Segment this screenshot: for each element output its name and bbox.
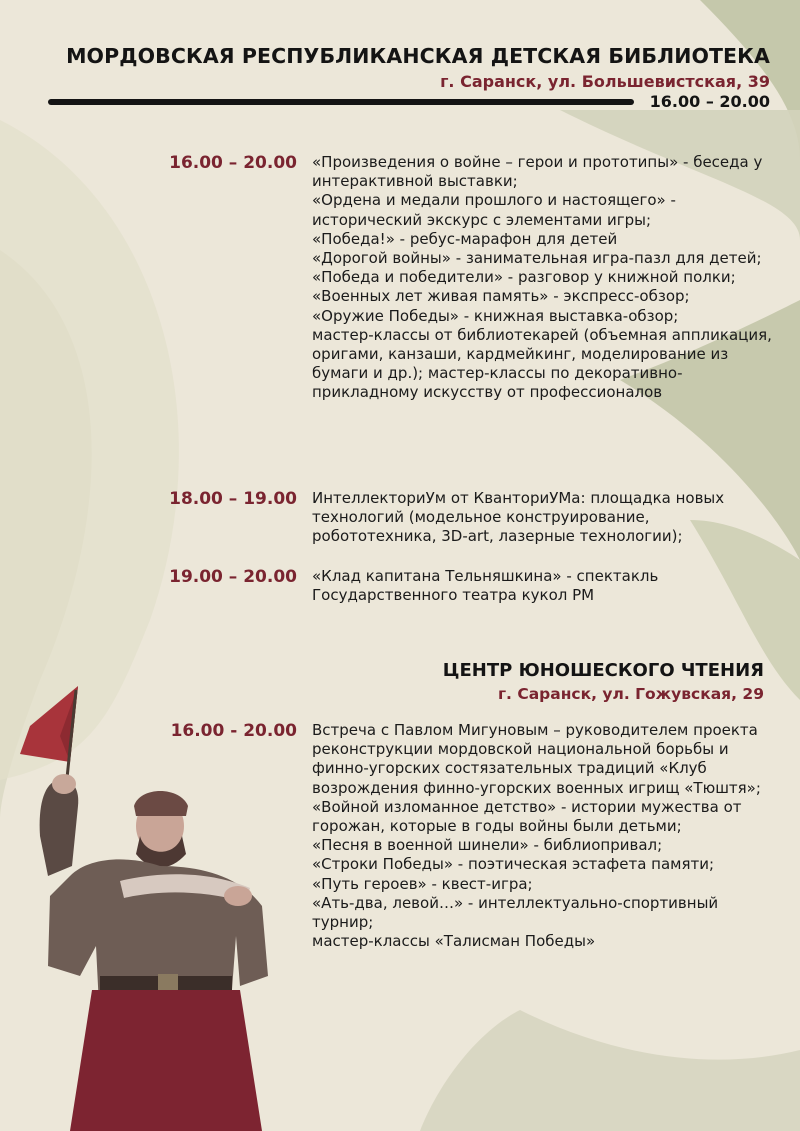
- entry-line: «Клад капитана Тельняшкина» - спектакль Государственного театра кукол РМ: [312, 567, 659, 605]
- entry-line: Встреча с Павлом Мигуновым – руководителем проекта реконструкции мордовской национальной борьбы и финно-угорских состязательных традиций «Клуб возрождения финно-угорских военных игрищ «Тюштя»;: [312, 721, 761, 797]
- header: [66, 44, 770, 91]
- page-title: МОРДОВСКАЯ РЕСПУБЛИКАНСКАЯ ДЕТСКАЯ БИБЛИОТЕКА: [66, 44, 770, 68]
- header-divider: [48, 99, 634, 105]
- library-address: г. Саранск, ул. Большевистская, 39: [440, 72, 770, 91]
- entry-line: «Военных лет живая память» - экспресс-обзор;: [312, 287, 690, 306]
- entry-time: 19.00 – 20.00: [169, 567, 297, 587]
- entry-line: «Ордена и медали прошлого и настоящего» - исторический экскурс с элементами игры;: [312, 191, 676, 229]
- entry-line: мастер-классы от библиотекарей (объемная аппликация, оригами, канзаши, кардмейкинг, моделирование из бумаги и др.); мастер-классы по декоративно-прикладному искусству от профессионалов: [312, 325, 772, 402]
- header-time: 16.00 – 20.00: [649, 92, 770, 111]
- entry-description: [312, 489, 772, 547]
- entry-line: «Путь героев» - квест-игра;: [312, 874, 533, 893]
- entry-time: 16.00 - 20.00: [170, 721, 297, 741]
- entry-time: 16.00 – 20.00: [169, 153, 297, 173]
- entry-line: ИнтеллекториУм от КванториУМа: площадка новых технологий (модельное конструирование, робототехника, 3D-art, лазерные технологии);: [312, 489, 725, 546]
- section-address: г. Саранск, ул. Гожувская, 29: [497, 685, 764, 703]
- entry-line: «Произведения о войне – герои и прототипы» - беседа у интерактивной выставки;: [312, 153, 763, 191]
- entry-description: [312, 721, 772, 951]
- entry-line: «Оружие Победы» - книжная выставка-обзор;: [312, 306, 679, 325]
- entry-description: [312, 567, 772, 605]
- section-title: ЦЕНТР ЮНОШЕСКОГО ЧТЕНИЯ: [442, 660, 764, 681]
- entry-line: мастер-классы «Талисман Победы»: [312, 932, 596, 951]
- entry-line: «Дорогой войны» - занимательная игра-пазл для детей;: [312, 249, 762, 268]
- entry-time: 18.00 – 19.00: [169, 489, 297, 509]
- entry-line: «Победа!» - ребус-марафон для детей: [312, 229, 618, 248]
- entry-line: «Победа и победители» - разговор у книжной полки;: [312, 268, 736, 287]
- entry-description: [312, 153, 772, 403]
- entry-line: «Войной изломанное детство» - истории мужества от горожан, которые в годы войны были детьми;: [312, 797, 742, 836]
- section-header: [443, 660, 764, 703]
- entry-line: «Строки Победы» - поэтическая эстафета памяти;: [312, 855, 715, 874]
- entry-line: «Песня в военной шинели» - библиопривал;: [312, 836, 663, 855]
- entry-line: «Ать-два, левой…» - интеллектуально-спортивный турнир;: [312, 893, 719, 932]
- soldier-woman-illustration: [0, 676, 300, 1131]
